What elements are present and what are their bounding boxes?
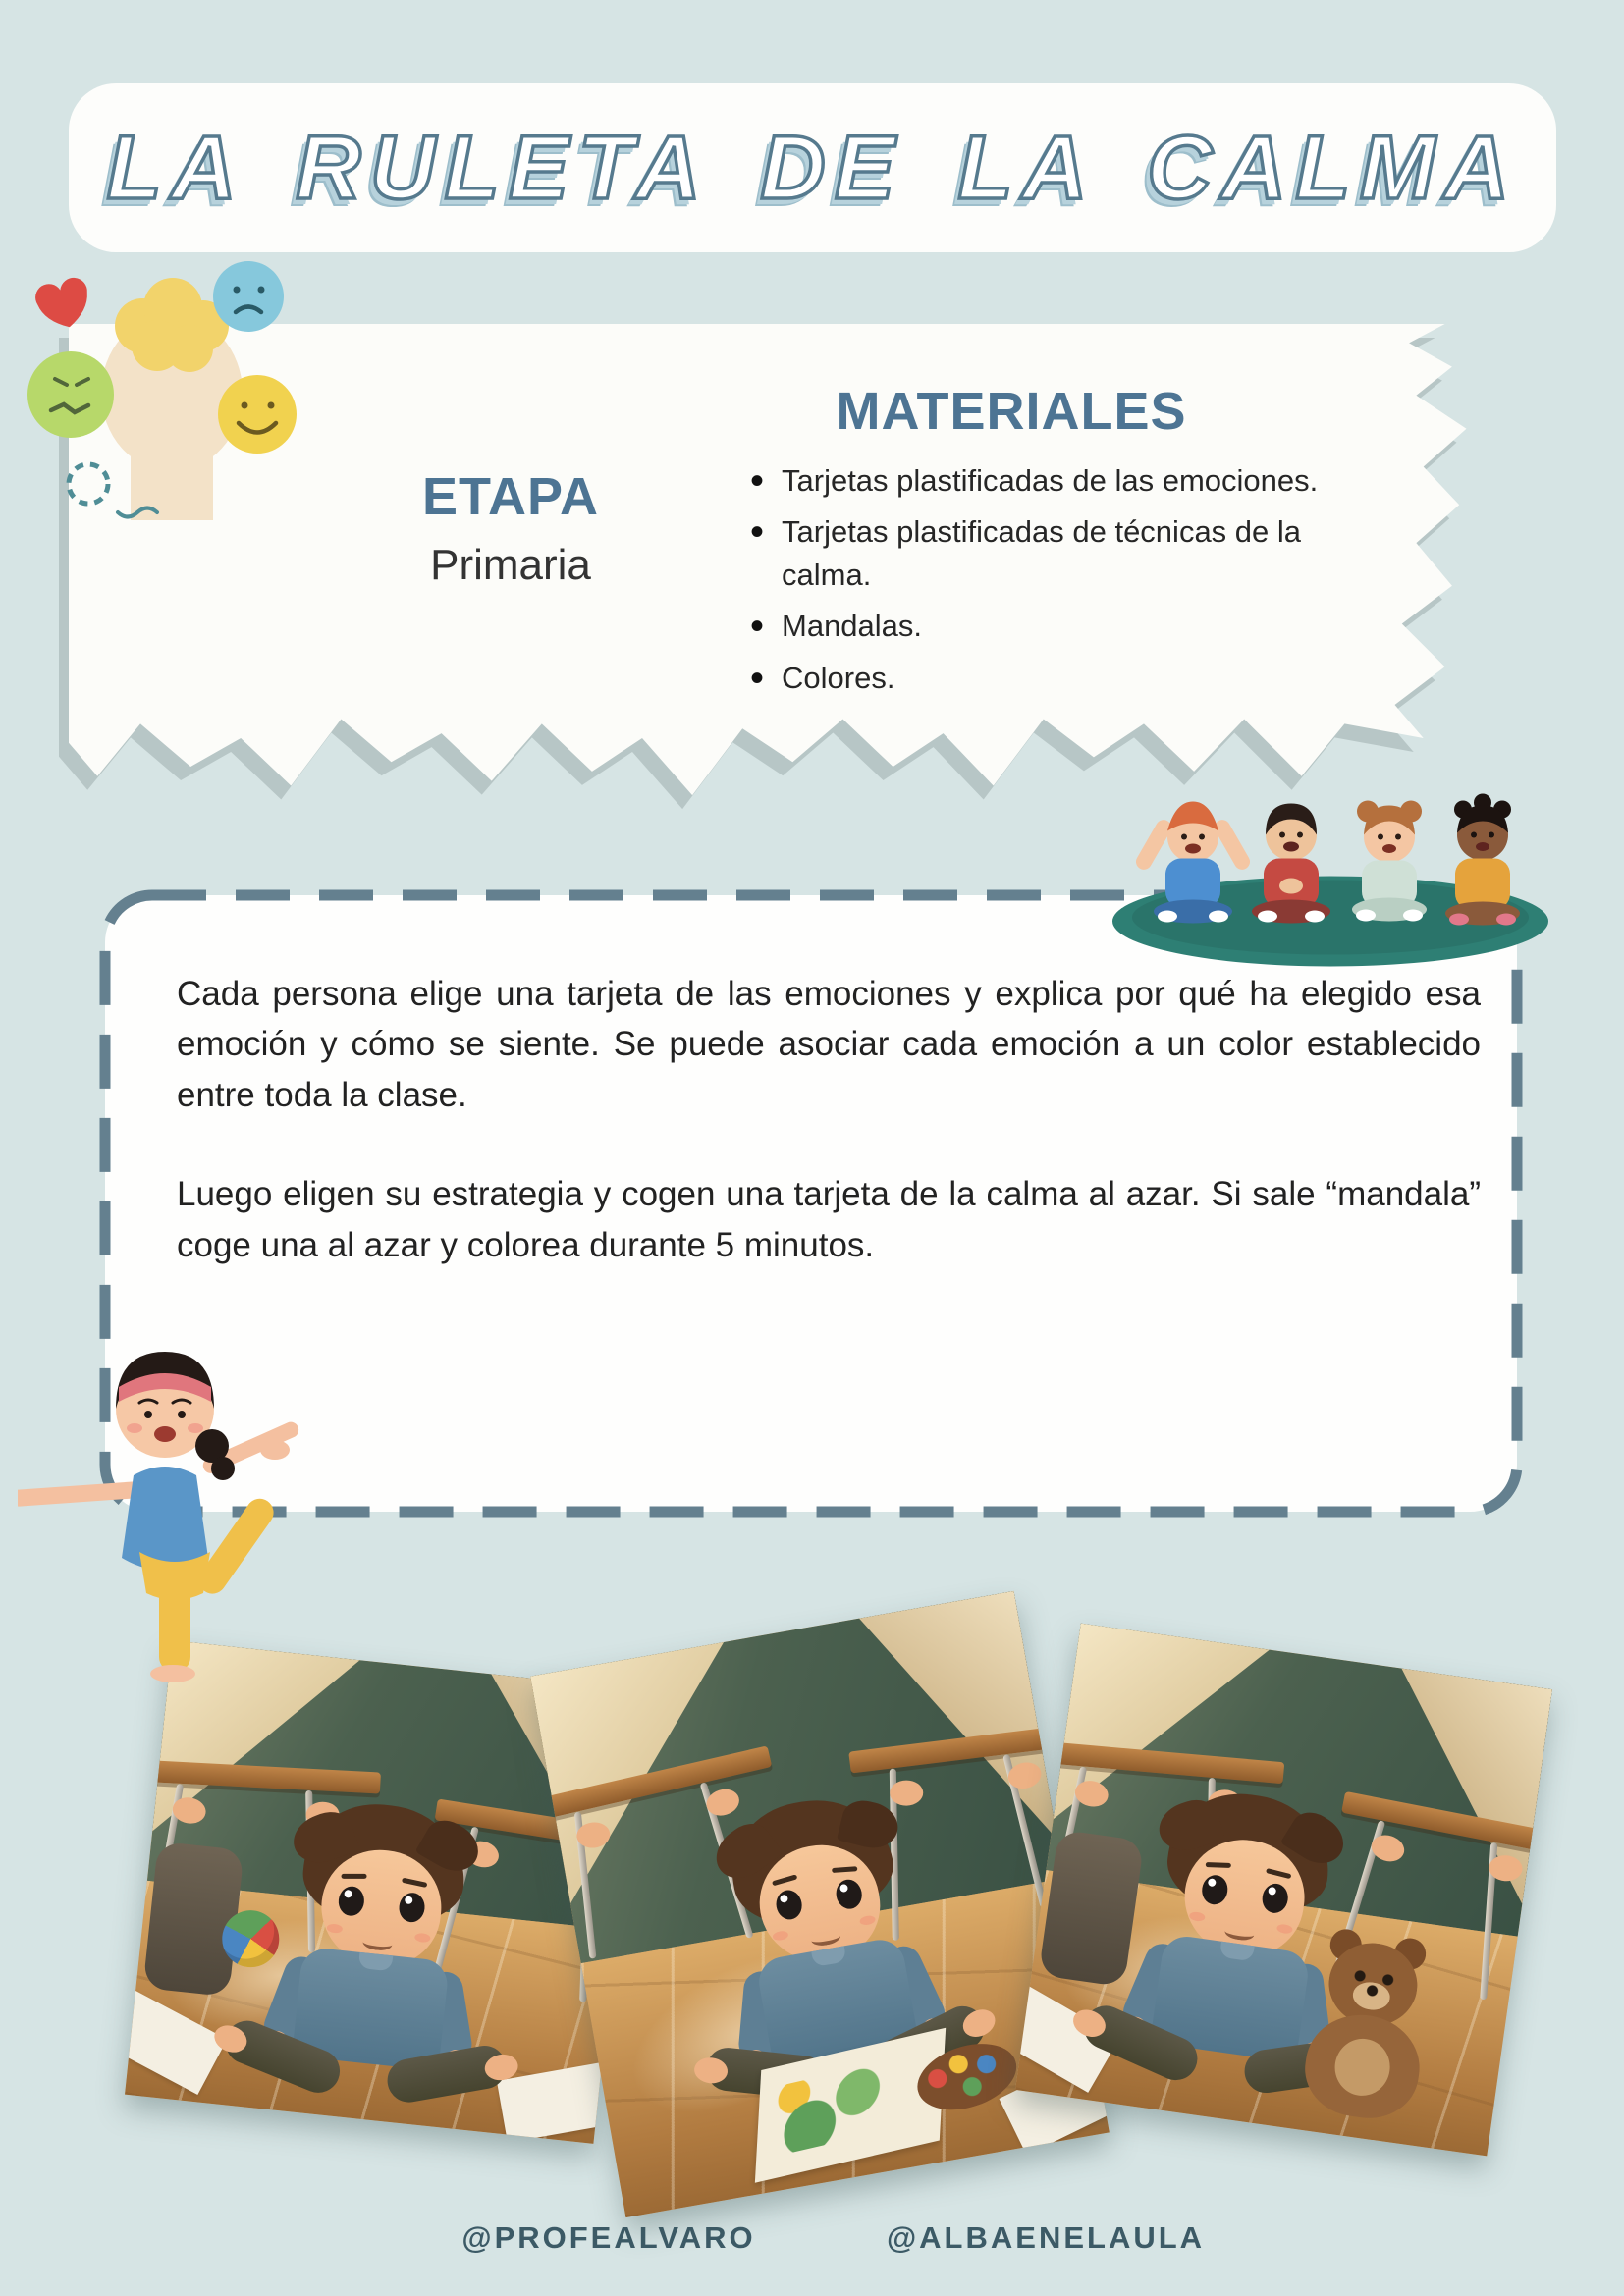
kid-red-shirt: [1252, 804, 1330, 924]
photo-boy-with-teddy: [1015, 1624, 1552, 2157]
materiales-item: • Colores.: [746, 657, 1355, 699]
kid-pigtails: [1352, 801, 1427, 922]
materiales-item: • Tarjetas plastificadas de técnicas de la calma.: [746, 510, 1355, 596]
etapa-section: [295, 466, 727, 590]
materiales-item: • Mandalas.: [746, 605, 1355, 647]
brain-emotions-illustration: [10, 245, 334, 540]
children-on-rug-illustration: [1095, 764, 1566, 975]
teddy-bear: [1286, 1922, 1459, 2137]
etapa-heading: ETAPA: [422, 467, 599, 526]
social-handle-profealvaro: @PROFEALVARO: [461, 2220, 756, 2255]
page-title: LA RULETA DE LA CALMA: [106, 117, 1519, 218]
title-banner: [69, 83, 1556, 252]
etapa-value: Primaria: [430, 541, 591, 589]
photo-boy-painting: [530, 1591, 1110, 2217]
boy-figure: [248, 1794, 505, 2115]
instructions-paragraph-2: Luego eligen su estrategia y cogen una tarjeta de la calma al azar. Si sale “mandala” coge una al azar y colorea durante 5 minutos.: [177, 1175, 1481, 1264]
materiales-list: [746, 459, 1355, 708]
yoga-girl-illustration: [18, 1330, 312, 1683]
materiales-heading: MATERIALES: [836, 382, 1187, 441]
instructions-text: [177, 969, 1481, 1270]
instructions-paragraph-1: Cada persona elige una tarjeta de las emociones y explica por qué ha elegido esa emoción y cómo se siente. Se puede asociar cada emoción a un color establecido entre toda la clase.: [177, 975, 1481, 1114]
materiales-item: • Tarjetas plastificadas de las emociones.: [746, 459, 1355, 502]
social-handle-albaenelaula: @ALBAENELAULA: [886, 2220, 1206, 2255]
kid-yellow-dress: [1445, 794, 1520, 926]
